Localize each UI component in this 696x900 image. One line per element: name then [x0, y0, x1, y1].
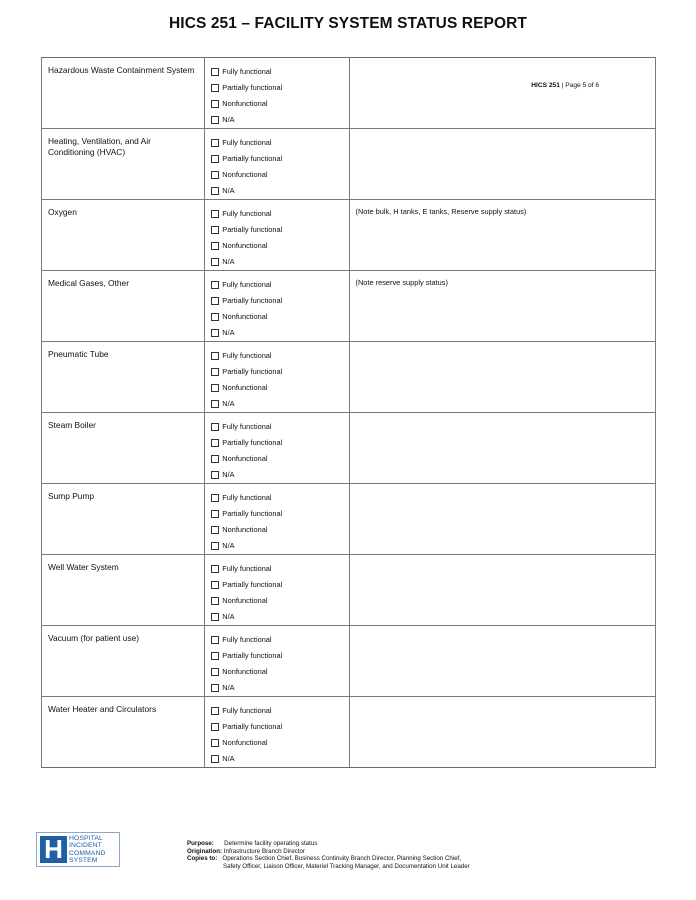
comments-cell[interactable]	[349, 58, 656, 129]
system-row	[42, 342, 656, 413]
system-name: Oxygen	[48, 207, 77, 217]
status-checkbox-option[interactable]	[211, 719, 348, 735]
checkbox-label: Partially functional	[222, 83, 283, 92]
status-checkbox-option[interactable]	[211, 577, 348, 593]
system-row	[42, 697, 656, 768]
system-name: Medical Gases, Other	[48, 278, 129, 288]
checkbox-label: Fully functional	[222, 138, 272, 147]
status-checkbox-option[interactable]	[211, 735, 348, 751]
status-checkbox-option[interactable]	[211, 609, 348, 625]
checkbox-label: Partially functional	[222, 367, 283, 376]
checkbox-icon[interactable]	[211, 455, 219, 463]
comments-cell[interactable]	[349, 697, 656, 768]
status-options-cell	[205, 413, 349, 484]
checkbox-icon[interactable]	[211, 471, 219, 479]
status-checkbox-option[interactable]	[211, 561, 348, 577]
system-name: Vacuum (for patient use)	[48, 633, 140, 643]
checkbox-icon[interactable]	[211, 526, 219, 534]
checkbox-label: Fully functional	[222, 493, 272, 502]
system-name-cell	[42, 626, 205, 697]
comments-cell[interactable]	[349, 129, 656, 200]
checkbox-label: Fully functional	[222, 351, 272, 360]
system-name-cell	[42, 129, 205, 200]
comments-cell[interactable]	[349, 626, 656, 697]
checkbox-label: Partially functional	[222, 509, 283, 518]
status-checkbox-option[interactable]	[211, 703, 348, 719]
system-note: (Note reserve supply status)	[355, 278, 448, 287]
comments-cell[interactable]	[349, 484, 656, 555]
checkbox-icon[interactable]	[211, 684, 219, 692]
status-checkbox-option[interactable]	[211, 632, 348, 648]
checkbox-icon[interactable]	[211, 439, 219, 447]
checkbox-label: Nonfunctional	[222, 525, 268, 534]
checkbox-label: Nonfunctional	[222, 454, 268, 463]
status-options-cell	[205, 697, 349, 768]
checkbox-label: Partially functional	[222, 154, 283, 163]
checkbox-label: Nonfunctional	[222, 383, 268, 392]
page-number: HICS 251 | Page 5 of 6	[531, 82, 599, 89]
checkbox-icon[interactable]	[211, 226, 219, 234]
checkbox-icon[interactable]	[211, 613, 219, 621]
checkbox-icon[interactable]	[211, 542, 219, 550]
system-note: (Note bulk, H tanks, E tanks, Reserve supply status)	[355, 207, 527, 216]
status-checkbox-option[interactable]	[211, 435, 348, 451]
checkbox-icon[interactable]	[211, 494, 219, 502]
checkbox-label: N/A	[222, 115, 235, 124]
page-title: HICS 251 – FACILITY SYSTEM STATUS REPORT	[169, 15, 527, 32]
checkbox-icon[interactable]	[211, 510, 219, 518]
checkbox-icon[interactable]	[211, 297, 219, 305]
checkbox-label: Partially functional	[222, 296, 283, 305]
checkbox-label: Nonfunctional	[222, 667, 268, 676]
comments-cell[interactable]	[349, 271, 656, 342]
checkbox-icon[interactable]	[211, 707, 219, 715]
status-checkbox-option[interactable]	[211, 364, 348, 380]
system-row	[42, 200, 656, 271]
checkbox-icon[interactable]	[211, 68, 219, 76]
status-checkbox-option[interactable]	[211, 593, 348, 609]
system-note	[350, 342, 656, 349]
status-checkbox-option[interactable]	[211, 64, 348, 80]
checkbox-icon[interactable]	[211, 116, 219, 124]
facility-status-table	[41, 57, 656, 768]
checkbox-label: Nonfunctional	[222, 596, 268, 605]
checkbox-label: N/A	[222, 328, 235, 337]
status-checkbox-option[interactable]	[211, 751, 348, 767]
hics-logo	[36, 832, 120, 867]
footer-purpose: Purpose: Determine facility operating status	[187, 840, 318, 847]
checkbox-icon[interactable]	[211, 329, 219, 337]
checkbox-label: Nonfunctional	[222, 241, 268, 250]
checkbox-icon[interactable]	[211, 281, 219, 289]
comments-cell[interactable]	[349, 555, 656, 626]
checkbox-icon[interactable]	[211, 739, 219, 747]
status-checkbox-option[interactable]	[211, 96, 348, 112]
status-checkbox-option[interactable]	[211, 648, 348, 664]
checkbox-label: Fully functional	[222, 564, 272, 573]
checkbox-icon[interactable]	[211, 636, 219, 644]
checkbox-label: Nonfunctional	[222, 738, 268, 747]
checkbox-label: Fully functional	[222, 635, 272, 644]
comments-cell[interactable]	[349, 413, 656, 484]
checkbox-label: Partially functional	[222, 225, 283, 234]
checkbox-icon[interactable]	[211, 313, 219, 321]
checkbox-label: N/A	[222, 257, 235, 266]
status-checkbox-option[interactable]	[211, 309, 348, 325]
status-options-cell	[205, 342, 349, 413]
system-row	[42, 58, 656, 129]
system-note	[350, 129, 656, 136]
status-checkbox-option[interactable]	[211, 80, 348, 96]
status-options-cell	[205, 484, 349, 555]
separator: |	[559, 82, 566, 89]
status-checkbox-option[interactable]	[211, 135, 348, 151]
checkbox-icon[interactable]	[211, 210, 219, 218]
status-checkbox-option[interactable]	[211, 348, 348, 364]
system-name: Sump Pump	[48, 491, 95, 501]
system-name: Steam Boiler	[48, 420, 96, 430]
status-checkbox-option[interactable]	[211, 396, 348, 412]
system-name-cell	[42, 413, 205, 484]
checkbox-icon[interactable]	[211, 100, 219, 108]
checkbox-icon[interactable]	[211, 368, 219, 376]
status-options-cell	[205, 58, 349, 129]
system-name: Well Water System	[48, 562, 119, 572]
status-checkbox-option[interactable]	[211, 325, 348, 341]
checkbox-label: N/A	[222, 186, 235, 195]
checkbox-icon[interactable]	[211, 84, 219, 92]
system-row	[42, 413, 656, 484]
checkbox-icon[interactable]	[211, 400, 219, 408]
checkbox-label: N/A	[222, 470, 235, 479]
checkbox-icon[interactable]	[211, 242, 219, 250]
checkbox-label: Partially functional	[222, 651, 283, 660]
status-checkbox-option[interactable]	[211, 419, 348, 435]
status-checkbox-option[interactable]	[211, 490, 348, 506]
checkbox-label: Fully functional	[222, 67, 272, 76]
checkbox-icon[interactable]	[211, 384, 219, 392]
status-checkbox-option[interactable]	[211, 467, 348, 483]
status-options-cell	[205, 555, 349, 626]
status-checkbox-option[interactable]	[211, 664, 348, 680]
system-name: Heating, Ventilation, and Air Conditioning (HVAC)	[48, 136, 151, 157]
checkbox-label: N/A	[222, 683, 235, 692]
checkbox-icon[interactable]	[211, 755, 219, 763]
status-checkbox-option[interactable]	[211, 277, 348, 293]
status-options-cell	[205, 200, 349, 271]
status-checkbox-option[interactable]	[211, 451, 348, 467]
checkbox-label: N/A	[222, 399, 235, 408]
system-row	[42, 626, 656, 697]
system-name: Water Heater and Circulators	[48, 704, 157, 714]
comments-cell[interactable]	[349, 200, 656, 271]
footer-copies: Copies to: Operations Section Chief, Business Continuity Branch Director, Planning Section Chief,	[187, 855, 462, 863]
status-checkbox-option[interactable]	[211, 183, 348, 199]
status-checkbox-option[interactable]	[211, 206, 348, 222]
system-name-cell	[42, 484, 205, 555]
status-checkbox-option[interactable]	[211, 222, 348, 238]
checkbox-label: Fully functional	[222, 280, 272, 289]
checkbox-label: Fully functional	[222, 422, 272, 431]
logo-wordmark: HOSPITAL INCIDENT COMMAND SYSTEM	[69, 835, 106, 864]
system-row	[42, 555, 656, 626]
status-checkbox-option[interactable]	[211, 293, 348, 309]
system-name-cell	[42, 697, 205, 768]
checkbox-icon[interactable]	[211, 139, 219, 147]
checkbox-icon[interactable]	[211, 423, 219, 431]
status-checkbox-option[interactable]	[211, 522, 348, 538]
system-name-cell	[42, 271, 205, 342]
checkbox-icon[interactable]	[211, 723, 219, 731]
status-checkbox-option[interactable]	[211, 380, 348, 396]
form-footer	[187, 840, 470, 870]
checkbox-icon[interactable]	[211, 171, 219, 179]
checkbox-label: N/A	[222, 541, 235, 550]
status-checkbox-option[interactable]	[211, 112, 348, 128]
checkbox-label: Fully functional	[222, 209, 272, 218]
status-checkbox-option[interactable]	[211, 538, 348, 554]
checkbox-label: Nonfunctional	[222, 170, 268, 179]
checkbox-icon[interactable]	[211, 352, 219, 360]
system-name: Pneumatic Tube	[48, 349, 109, 359]
comments-cell[interactable]	[349, 342, 656, 413]
system-name-cell	[42, 58, 205, 129]
system-note	[350, 555, 656, 562]
system-row	[42, 484, 656, 555]
footer-origination: Origination: Infrastructure Branch Director	[187, 847, 305, 855]
system-note	[350, 626, 656, 633]
system-row	[42, 271, 656, 342]
system-name-cell	[42, 555, 205, 626]
checkbox-label: Fully functional	[222, 706, 272, 715]
system-name: Hazardous Waste Containment System	[48, 65, 195, 75]
status-checkbox-option[interactable]	[211, 238, 348, 254]
checkbox-icon[interactable]	[211, 258, 219, 266]
system-name-cell	[42, 342, 205, 413]
checkbox-icon[interactable]	[211, 581, 219, 589]
status-options-cell	[205, 626, 349, 697]
checkbox-icon[interactable]	[211, 668, 219, 676]
status-checkbox-option[interactable]	[211, 151, 348, 167]
status-checkbox-option[interactable]	[211, 506, 348, 522]
status-checkbox-option[interactable]	[211, 254, 348, 270]
checkbox-label: Nonfunctional	[222, 99, 268, 108]
system-row	[42, 129, 656, 200]
checkbox-label: N/A	[222, 612, 235, 621]
checkbox-label: Partially functional	[222, 580, 283, 589]
checkbox-label: Partially functional	[222, 438, 283, 447]
checkbox-label: N/A	[222, 754, 235, 763]
system-note	[350, 697, 656, 704]
checkbox-icon[interactable]	[211, 652, 219, 660]
checkbox-icon[interactable]	[211, 597, 219, 605]
status-checkbox-option[interactable]	[211, 167, 348, 183]
checkbox-label: Partially functional	[222, 722, 283, 731]
status-checkbox-option[interactable]	[211, 680, 348, 696]
checkbox-label: Nonfunctional	[222, 312, 268, 321]
system-note	[350, 484, 656, 491]
system-note	[350, 413, 656, 420]
logo-h-mark: H	[40, 836, 67, 863]
status-options-cell	[205, 271, 349, 342]
footer-copies-cont: Safety Officer, Liaison Officer, Materiel Tracking Manager, and Documentation Unit Leader	[223, 862, 470, 870]
checkbox-icon[interactable]	[211, 187, 219, 195]
checkbox-icon[interactable]	[211, 565, 219, 573]
status-options-cell	[205, 129, 349, 200]
checkbox-icon[interactable]	[211, 155, 219, 163]
system-name-cell	[42, 200, 205, 271]
